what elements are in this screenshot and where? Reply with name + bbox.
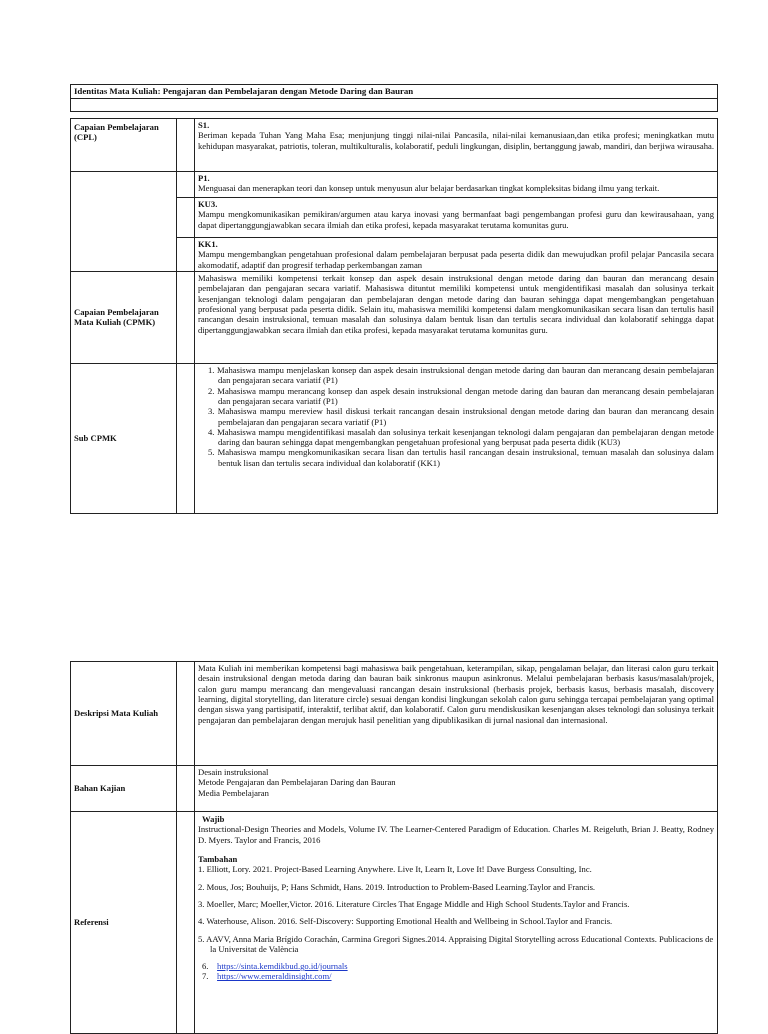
reference-item: 3. Moeller, Marc; Moeller,Victor. 2016. Literature Circles That Engage Middle and High School Students.Taylor and Francis. [198,898,630,909]
reference-link-item: 7. https://www.emeraldinsight.com/ [202,971,332,982]
bahan-kajian-list [195,766,718,812]
list-item: Media Pembelajaran [198,787,269,798]
reference-link[interactable]: https://www.emeraldinsight.com/ [217,971,332,982]
cpmk-label: Capaian Pembelajaran Mata Kuliah (CPMK) [71,271,177,363]
course-description-table [70,661,718,1034]
reference-link[interactable]: https://sinta.kemdikbud.go.id/journals [217,961,348,972]
deskripsi-label: Deskripsi Mata Kuliah [71,662,177,766]
cpmk-text: Mahasiswa memiliki kompetensi terkait konsep dan aspek desain instruksional dengan metode daring dan bauran dan merancang desain pembelajaran dan pengajaran secara variatif. Mahasiswa dituntut memiliki kompetensi untuk mengidentifikasi masalah dan solusinya terkait kesenjangan teknologi dalam pengajaran dan pembelajaran dengan metode daring dan bauran sehingga dapat mengembangkan pengetahuan profesional yang berpusat pada peserta didik. Selain itu, mahasiswa memiliki kompetensi dalam mengkomunikasikan secara lisan dan tertulis hasil rancangan desain instruksional, temuan masalah dan solusinya dalam bentuk lisan dan tertulis secara individual dan kolaboratif sehingga dapat dipertanggungjawabkan secara ilmiah dan etika profesi, kepada masyarakat terutama komunitas guru. [195,271,718,363]
reference-list [198,864,714,982]
cpl-item-p1: P1. Menguasai dan menerapkan teori dan konsep untuk menyusun alur belajar berdasarkan tingkat kompleksitas bidang ilmu yang terkait. [195,172,718,198]
identity-table [70,84,718,112]
tambahan-heading: Tambahan [198,853,238,864]
cpl-item-kk1: KK1. Mampu mengembangkan pengetahuan profesional dalam pembelajaran berpusat pada peserta didik dan mewujudkan profil pelajar Pancasila secara akomodatif, adaptif dan progresif terhadap perkembangan zaman [195,238,718,272]
cpl-item-ku3: KU3. Mampu mengkomunikasikan pemikiran/argumen atau karya inovasi yang bermanfaat bagi pengembangan profesi guru dan kewirausahaan, yang dapat dipertanggungjawabkan secara ilmiah dan etika profesi, kepada masyarakat terutama komunitas guru. [195,198,718,238]
sub-cpmk-item: 1. Mahasiswa mampu menjelaskan konsep dan aspek desain instruksional dengan metode daring dan bauran dan merancang desain pembelajaran dan pengajaran secara variatif (P1) [208,364,714,386]
wajib-heading: Wajib [202,814,225,824]
list-item: Desain instruksional [198,767,269,777]
sub-cpmk-item: 3. Mahasiswa mampu mereview hasil diskusi terkait rancangan desain instruksional dengan metode daring dan bauran dan merancang desain pembelajaran dan pengajaran secara variatif (P1) [208,406,714,427]
cpl-label: Capaian Pembelajaran (CPL) [71,119,177,172]
identity-empty-row [71,98,718,111]
reference-link-item: 6. https://sinta.kemdikbud.go.id/journals [202,961,348,972]
deskripsi-text: Mata Kuliah ini memberikan kompetensi bagi mahasiswa baik pengetahuan, keterampilan, sikap, pengalaman belajar, dan literasi calon guru terkait desain instruksional dengan metoda daring dan bauran baik sinkronus maupun asinkronus. Melalui pembelajaran berbasis kasus/masalah/projek, calon guru mampu merancang dan mengevaluasi rancangan desain instruksional (berbasis projek, berbasis kasus, berbasis masalah, discovery learning, digital storytelling, dan literature circle) sesuai dengan kondisi lingkungan sekolah calon guru sehingga tercapai pembelajaran yang optimal dengan siswa yang partisipatif, interaktif, terlibat aktif, dan kolaboratif. Calon guru mendiskusikan kesenjangan akses teknologi dan solusinya terkait pengajaran dan pembelajaran dengan merujuk hasil penelitian yang dipublikasikan di jurnal nasional dan internasional. [195,662,718,766]
referensi-label: Referensi [71,812,177,1034]
wajib-text: Instructional-Design Theories and Models, Volume IV. The Learner-Centered Paradigm of Education. Charles M. Reigeluth, Brian J. Beatty, Rodney D. Myers. Taylor and Francis, 2016 [198,824,714,845]
sub-cpmk-label: Sub CPMK [71,363,177,513]
learning-outcomes-table [70,118,718,514]
sub-cpmk-list [195,363,718,513]
reference-item: 1. Elliott, Lory. 2021. Project-Based Learning Anywhere. Live It, Learn It, Love It! Dave Burgess Consulting, Inc. [198,864,592,875]
cpl-item-s1: S1. Beriman kepada Tuhan Yang Maha Esa; menjunjung tinggi nilai-nilai Pancasila, nilai-nilai kemanusiaan,dan etika profesi; meningkatkan mutu kehidupan masyarakat, patriotis, toleran, multikulturalis, kolaboratif, peduli lingkungan, disiplin, bertanggung jawab, mandiri, dan berjiwa wirausaha. [195,119,718,172]
reference-item: 5. AAVV, Anna Maria Brígido Corachán, Carmina Gregori Signes.2014. Appraising Digital Storytelling across Educational Contexts. Publicacions de la Universitat de València [198,933,714,954]
list-item: Metode Pengajaran dan Pembelajaran Daring dan Bauran [198,777,396,788]
sub-cpmk-item: 5. Mahasiswa mampu mengkomunikasikan secara lisan dan tertulis hasil rancangan desain instruksional, temuan masalah dan solusinya dalam bentuk lisan dan tertulis secara individual dan kolaboratif (KK1) [208,447,714,468]
sub-cpmk-item: 4. Mahasiswa mampu mengidentifikasi masalah dan solusinya terkait kesenjangan teknologi dalam pengajaran dan pembelajaran dengan metode daring dan bauran sehingga dapat mengembangkan pengetahuan profesional yang berpusat pada peserta didik (KU3) [208,426,714,448]
reference-item: 2. Mous, Jos; Bouhuijs, P; Hans Schmidt, Hans. 2019. Introduction to Problem-Based Learning.Taylor and Francis. [198,881,596,892]
course-identity-title: Identitas Mata Kuliah: Pengajaran dan Pembelajaran dengan Metode Daring dan Bauran [71,85,718,99]
sub-cpmk-item: 2. Mahasiswa mampu merancang konsep dan aspek desain instruksional dengan metode daring dan bauran dan merancang desain pembelajaran dan pengajaran secara variatif (P1) [208,385,714,406]
bahan-kajian-label: Bahan Kajian [71,766,177,812]
referensi-content [195,812,718,1034]
reference-item: 4. Waterhouse, Alison. 2016. Self-Discovery: Supporting Emotional Health and Wellbeing in School.Taylor and Francis. [198,916,613,927]
